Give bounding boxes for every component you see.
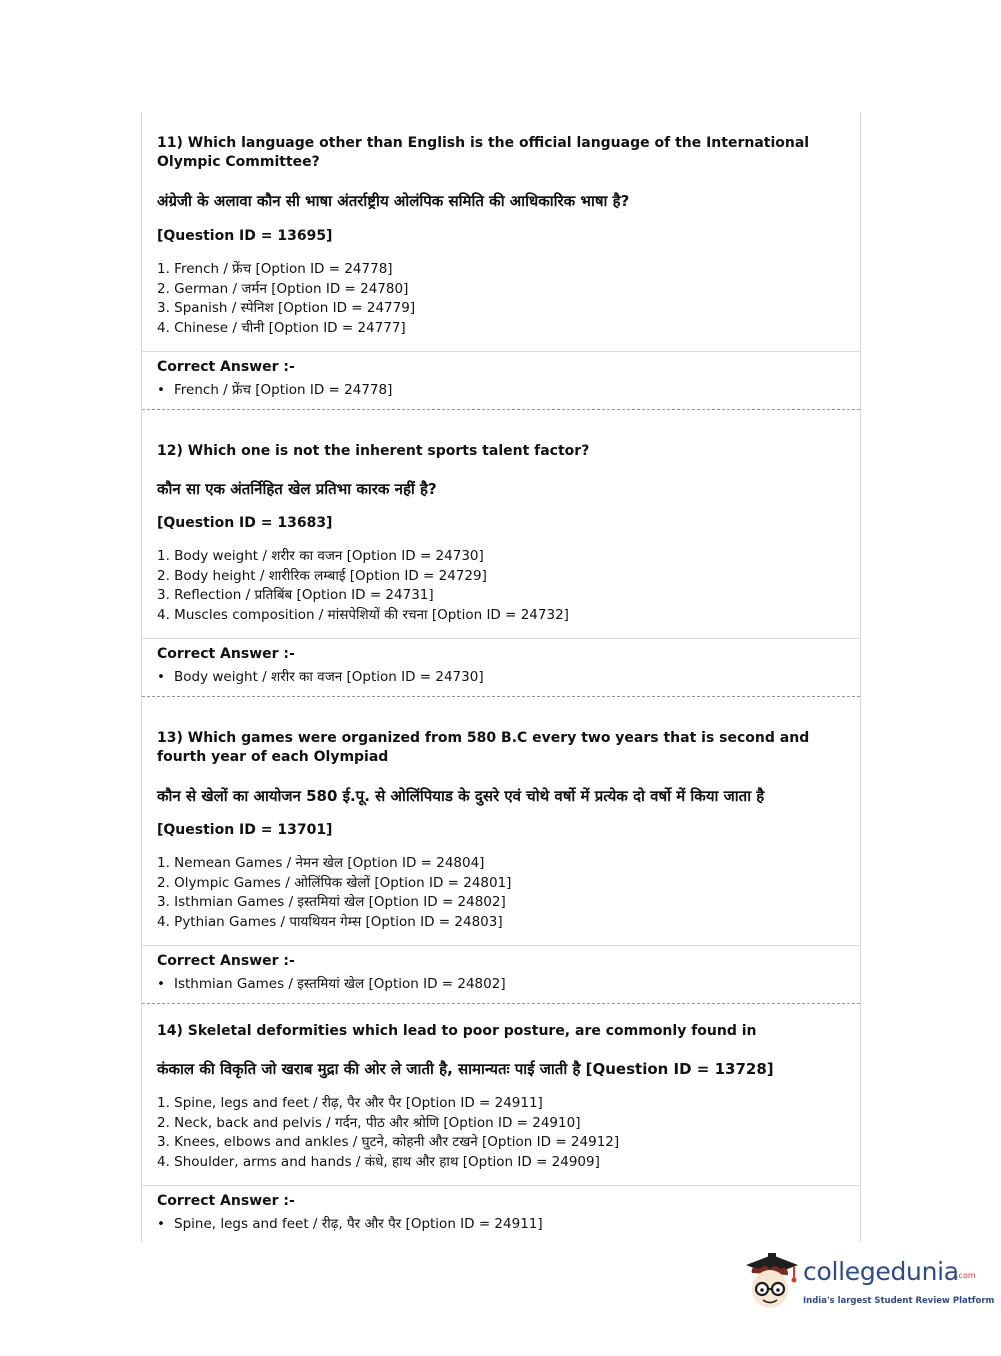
option-item: 3. Spanish / स्पेनिश [Option ID = 24779]	[157, 300, 416, 316]
divider	[142, 1185, 860, 1186]
question-13-id: [Question ID = 13701]	[157, 822, 333, 838]
correct-answer-label: Correct Answer :-	[157, 359, 295, 375]
logo-dot-com: .com	[956, 1271, 976, 1280]
question-paper-page	[141, 112, 861, 1242]
question-separator	[142, 696, 860, 697]
option-item: 2. Olympic Games / ओलिंपिक खेलों [Option ID = 24801]	[157, 874, 512, 891]
correct-answer-text: Spine, legs and feet / रीढ़, पैर और पैर [Option ID = 24911]	[174, 1216, 543, 1232]
option-item: 2. German / जर्मन [Option ID = 24780]	[157, 280, 409, 297]
correct-answer-12	[157, 668, 484, 687]
option-item: 3. Knees, elbows and ankles / घुटने, कोहनी और टखने [Option ID = 24912]	[157, 1134, 620, 1150]
correct-answer-label: Correct Answer :-	[157, 646, 295, 662]
correct-answer-text: Isthmian Games / इस्तमियां खेल [Option ID = 24802]	[174, 976, 506, 992]
option-item: 4. Pythian Games / पायथियन गेम्स [Option ID = 24803]	[157, 913, 503, 930]
option-item: 4. Muscles composition / मांसपेशियों की रचना [Option ID = 24732]	[157, 606, 569, 623]
question-11-id: [Question ID = 13695]	[157, 228, 333, 244]
option-item: 3. Reflection / प्रतिबिंब [Option ID = 24731]	[157, 587, 434, 603]
question-14-options	[157, 1094, 847, 1172]
question-11-options	[157, 260, 847, 338]
option-item: 4. Shoulder, arms and hands / कंधे, हाथ और हाथ [Option ID = 24909]	[157, 1153, 600, 1170]
question-14-english: 14) Skeletal deformities which lead to poor posture, are commonly found in	[157, 1023, 757, 1039]
logo-wordmark: collegedunia	[803, 1257, 959, 1286]
correct-answer-11	[157, 381, 392, 400]
option-item: 3. Isthmian Games / इस्तमियां खेल [Option ID = 24802]	[157, 894, 506, 910]
mascot-icon	[742, 1251, 800, 1315]
bullet-icon: •	[157, 976, 165, 992]
option-item: 1. Body weight / शरीर का वजन [Option ID = 24730]	[157, 548, 484, 564]
question-14-hindi: कंकाल की विकृति जो खराब मुद्रा की ओर ले जाती है, सामान्यतः पाई जाती है [Question ID = 13728]	[157, 1060, 774, 1078]
divider	[142, 351, 860, 352]
question-12-english: 12) Which one is not the inherent sports talent factor?	[157, 443, 590, 459]
question-13-english: 13) Which games were organized from 580 B.C every two years that is second and fourth year of each Olympiad	[157, 730, 810, 765]
logo-tagline: India's largest Student Review Platform	[803, 1296, 995, 1306]
correct-answer-text: French / फ्रेंच [Option ID = 24778]	[174, 382, 393, 398]
question-12-hindi: कौन सा एक अंतर्निहित खेल प्रतिभा कारक नहीं है?	[157, 480, 437, 498]
correct-answer-14	[157, 1215, 543, 1234]
correct-answer-13	[157, 975, 506, 994]
option-item: 4. Chinese / चीनी [Option ID = 24777]	[157, 319, 406, 336]
correct-answer-label: Correct Answer :-	[157, 953, 295, 969]
option-item: 1. Nemean Games / नेमन खेल [Option ID = 24804]	[157, 855, 485, 871]
question-separator	[142, 1003, 860, 1004]
divider	[142, 945, 860, 946]
question-11-english: 11) Which language other than English is the official language of the International Olympic Committee?	[157, 135, 810, 170]
question-13-hindi: कौन से खेलों का आयोजन 580 ई.पू. से ओलिंपियाड के दुसरे एवं चोथे वर्षो में प्रत्येक दो वर्षो में किया जाता है	[157, 787, 765, 805]
bullet-icon: •	[157, 1216, 165, 1232]
collegedunia-logo[interactable]	[742, 1251, 995, 1315]
bullet-icon: •	[157, 669, 165, 685]
question-12-id: [Question ID = 13683]	[157, 515, 333, 531]
option-item: 1. French / फ्रेंच [Option ID = 24778]	[157, 261, 393, 277]
correct-answer-label: Correct Answer :-	[157, 1193, 295, 1209]
option-item: 1. Spine, legs and feet / रीढ़, पैर और पैर [Option ID = 24911]	[157, 1095, 543, 1111]
question-12-options	[157, 547, 847, 625]
option-item: 2. Body height / शारीरिक लम्बाई [Option ID = 24729]	[157, 567, 487, 584]
question-separator	[142, 409, 860, 410]
question-13-options	[157, 854, 847, 932]
option-item: 2. Neck, back and pelvis / गर्दन, पीठ और श्रोणि [Option ID = 24910]	[157, 1114, 581, 1131]
bullet-icon: •	[157, 382, 165, 398]
question-11-hindi: अंग्रेजी के अलावा कौन सी भाषा अंतर्राष्ट्रीय ओलंपिक समिति की आधिकारिक भाषा है?	[157, 192, 630, 210]
divider	[142, 638, 860, 639]
correct-answer-text: Body weight / शरीर का वजन [Option ID = 24730]	[174, 669, 484, 685]
